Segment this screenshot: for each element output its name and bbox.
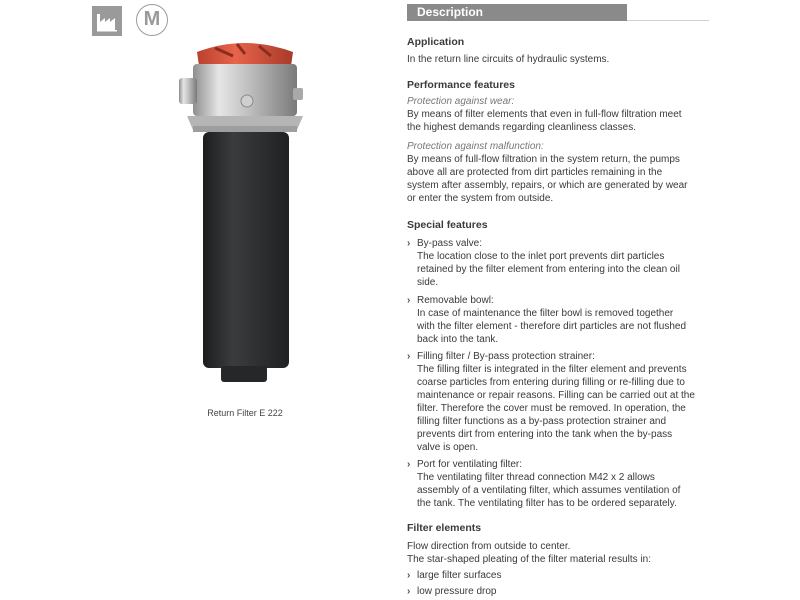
factory-icon bbox=[92, 6, 122, 36]
application-heading: Application bbox=[407, 36, 465, 48]
wear-text bbox=[407, 108, 707, 134]
performance-heading: Performance features bbox=[407, 79, 515, 91]
text-line: the highest demands regarding cleanliness classes. bbox=[407, 122, 637, 133]
text-line: The filling filter is integrated in the filter element and prevents bbox=[417, 364, 687, 375]
text-line: or enter the system from outside. bbox=[407, 193, 554, 204]
text-line: retained by the filter element from entering into the clean oil bbox=[417, 264, 680, 275]
wear-label: Protection against wear: bbox=[407, 96, 515, 107]
text-line: The star-shaped pleating of the filter material results in: bbox=[407, 554, 652, 565]
chevron-right-icon: › bbox=[407, 238, 411, 249]
text-line: By means of full-flow filtration in the system return, the pumps bbox=[407, 154, 680, 165]
text-line: filling filter functions as a by-pass protection strainer and bbox=[417, 416, 667, 427]
text-line: maintenance or repair reasons. Filling can be carried out at the bbox=[417, 390, 695, 401]
text-line: Flow direction from outside to center. bbox=[407, 541, 571, 552]
text-line: side. bbox=[417, 277, 439, 288]
elements-heading: Filter elements bbox=[407, 522, 482, 534]
text-line: with the filter element - therefore dirt particles are not flushed bbox=[417, 321, 687, 332]
chevron-right-icon: › bbox=[407, 295, 411, 306]
chevron-right-icon: › bbox=[407, 351, 411, 362]
header-rule bbox=[627, 20, 709, 21]
chevron-right-icon: › bbox=[407, 586, 411, 597]
item-title: Removable bowl: bbox=[417, 295, 494, 306]
item-title: large filter surfaces bbox=[417, 570, 502, 581]
text-line: valve is open. bbox=[417, 442, 479, 453]
chevron-right-icon: › bbox=[407, 570, 411, 581]
text-line: coarse particles from entering during filling or re-filling due to bbox=[417, 377, 685, 388]
malfunction-text bbox=[407, 153, 707, 205]
text-line: prevents dirt from entering into the tank when the by-pass bbox=[417, 429, 673, 440]
text-line: assembly of a ventilating filter, which assumes ventilation of bbox=[417, 485, 681, 496]
m-badge-icon: M bbox=[136, 4, 168, 36]
text-line: By means of filter elements that even in full-flow filtration meet bbox=[407, 109, 682, 120]
malfunction-label: Protection against malfunction: bbox=[407, 141, 544, 152]
description-header: Description bbox=[407, 4, 627, 21]
elements-text bbox=[407, 540, 707, 566]
text-line: the tank. The ventilating filter has to be ordered separately. bbox=[417, 498, 677, 509]
text-line: In case of maintenance the filter bowl is removed together bbox=[417, 308, 674, 319]
chevron-right-icon: › bbox=[407, 459, 411, 470]
special-heading: Special features bbox=[407, 219, 488, 231]
item-title: Filling filter / By-pass protection strainer: bbox=[417, 351, 595, 362]
text-line: back into the tank. bbox=[417, 334, 499, 345]
product-image bbox=[175, 36, 315, 392]
item-title: low pressure drop bbox=[417, 586, 497, 597]
text-line: above all are protected from dirt particles remaining in the bbox=[407, 167, 663, 178]
text-line: The location close to the inlet port prevents dirt particles bbox=[417, 251, 665, 262]
text-line: system after assembly, repairs, or which are generated by wear bbox=[407, 180, 688, 191]
text-line: The ventilating filter thread connection M42 x 2 allows bbox=[417, 472, 655, 483]
application-text: In the return line circuits of hydraulic systems. bbox=[407, 54, 610, 65]
item-title: By-pass valve: bbox=[417, 238, 483, 249]
product-caption: Return Filter E 222 bbox=[207, 408, 283, 418]
text-line: filter. Therefore the cover must be removed. In operation, the bbox=[417, 403, 686, 414]
item-title: Port for ventilating filter: bbox=[417, 459, 523, 470]
